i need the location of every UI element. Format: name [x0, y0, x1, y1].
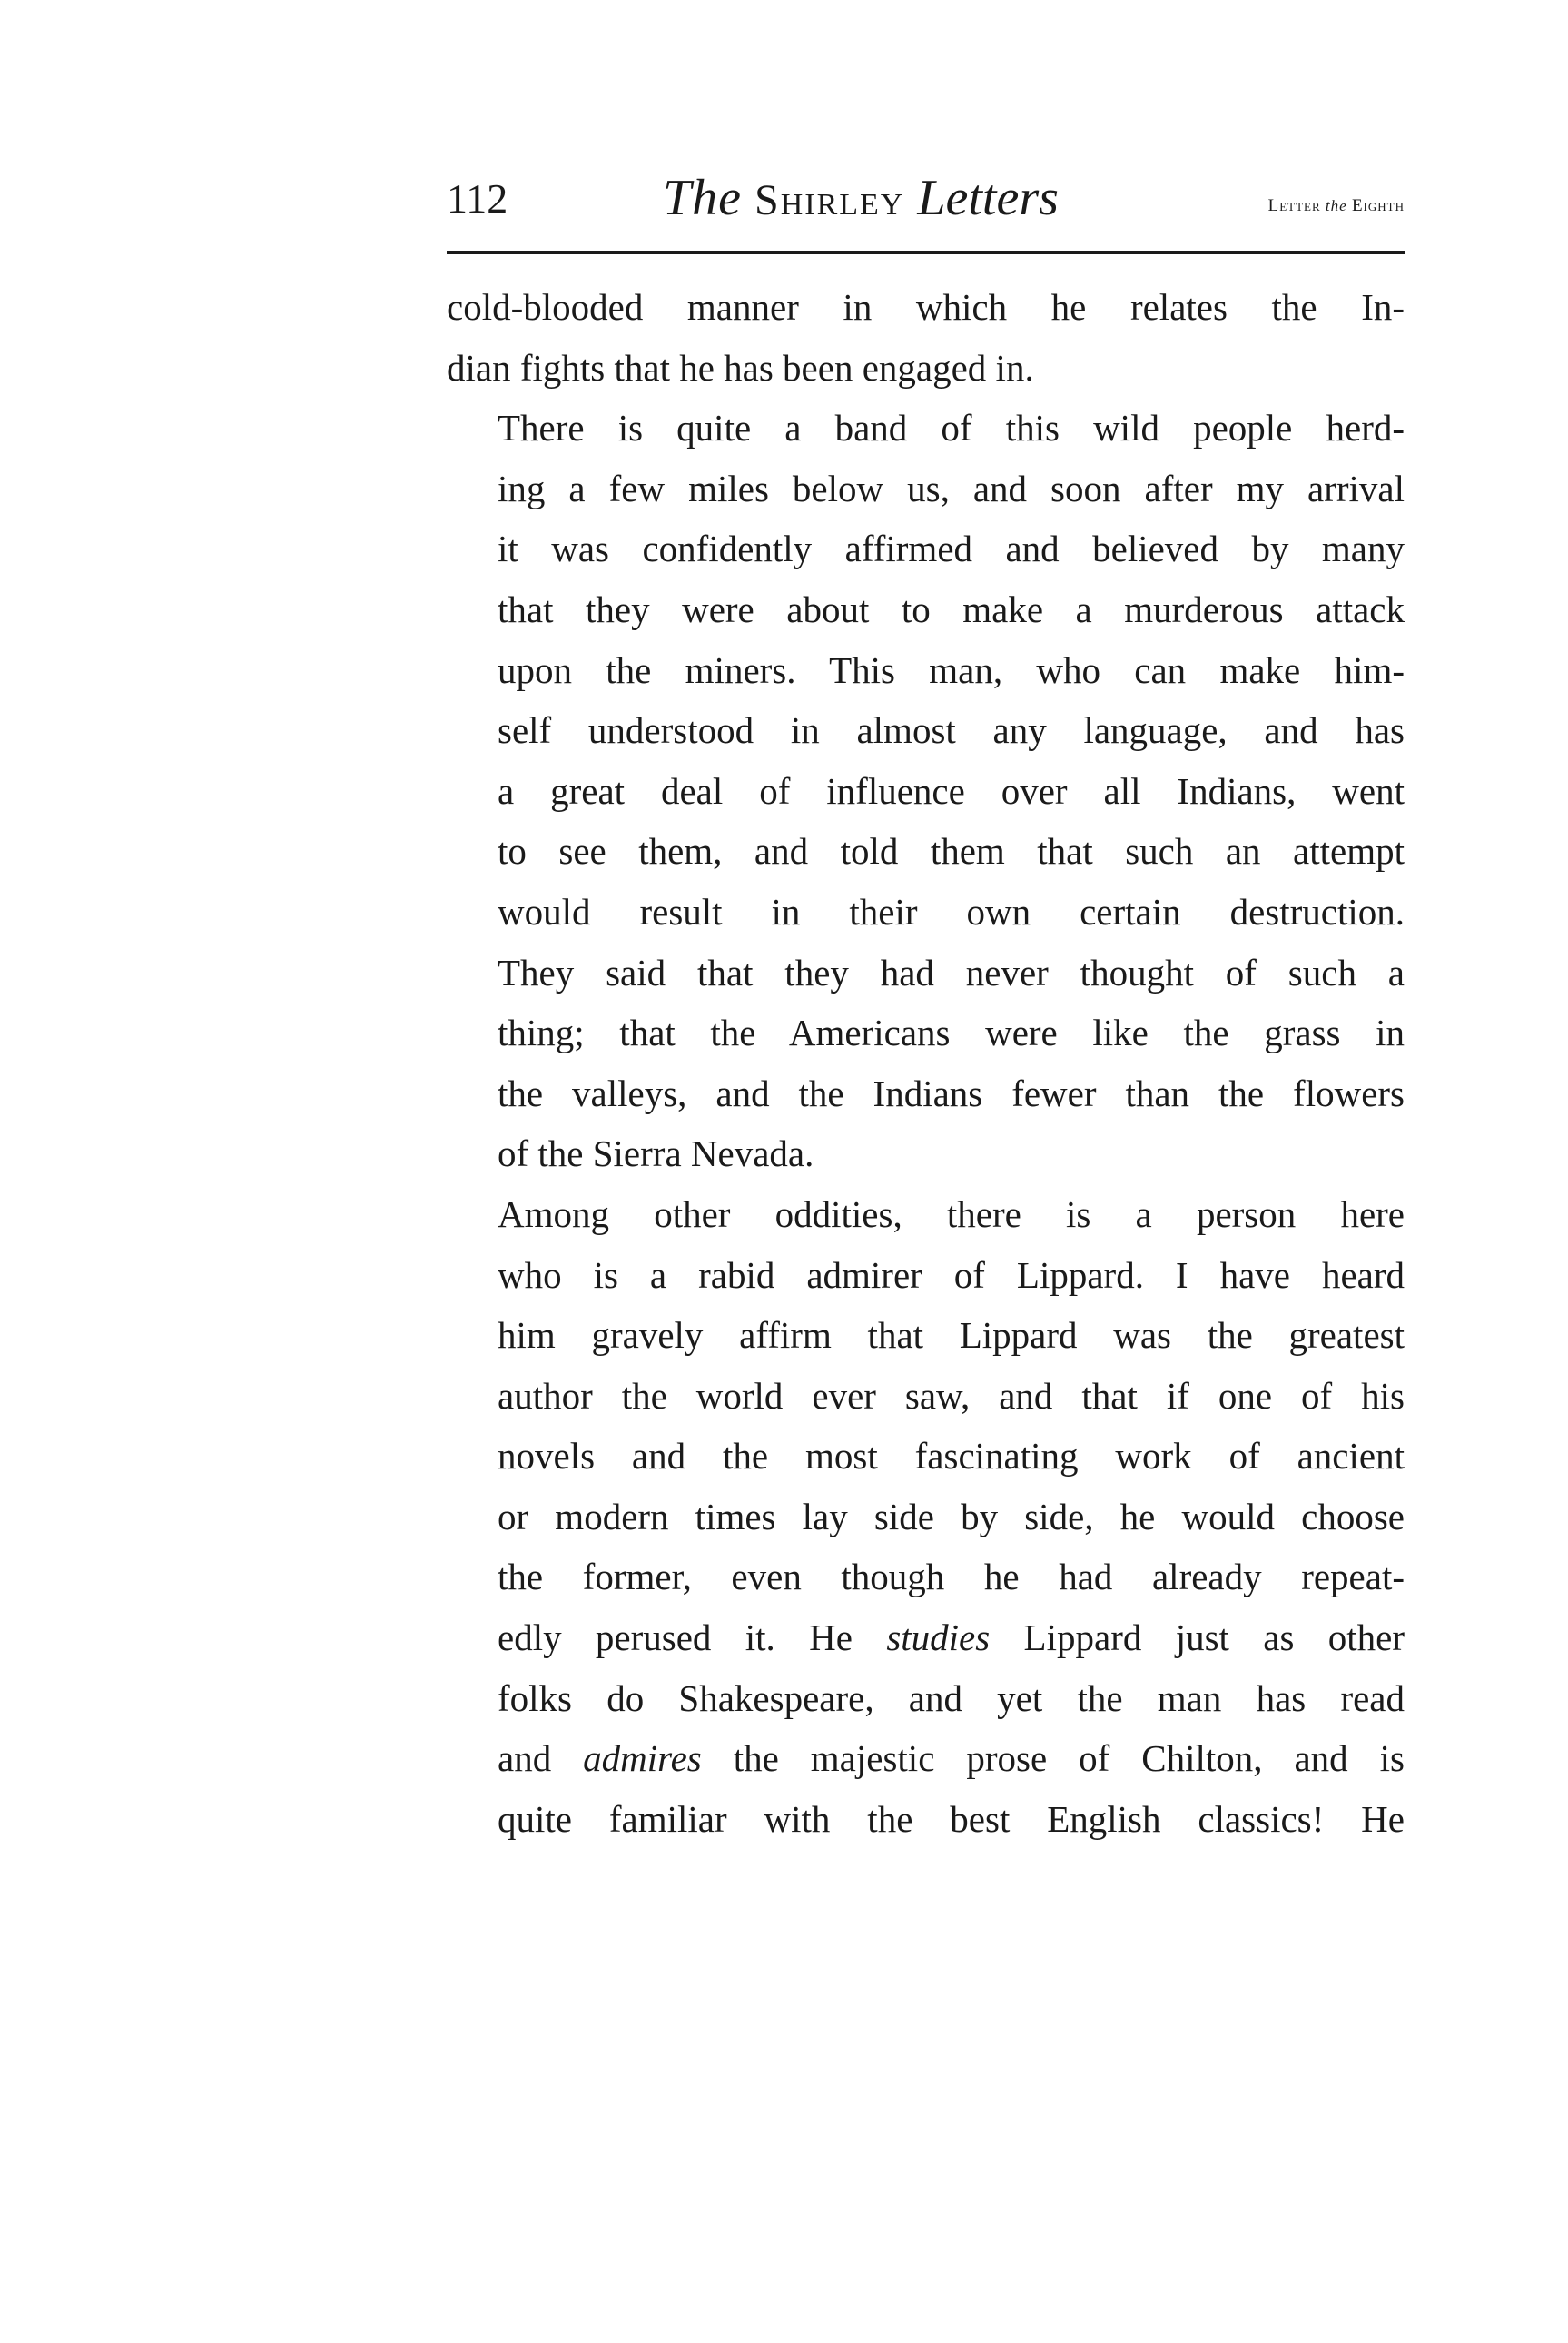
- text-line: the valleys, and the Indians fewer than the flowers: [498, 1072, 1405, 1114]
- italic-word: studies: [886, 1616, 991, 1659]
- header-rule: [447, 251, 1405, 254]
- text-run: and: [498, 1737, 584, 1780]
- text-line: quite familiar with the best English classics! He: [498, 1797, 1405, 1840]
- title-the: The: [663, 170, 742, 226]
- text-line: novels and the most fascinating work of ancient: [498, 1435, 1405, 1478]
- text-line: folks do Shakespeare, and yet the man has read: [498, 1676, 1405, 1719]
- text-run: edly perused it. He: [498, 1616, 887, 1659]
- text-line: Among other oddities, there is a person here: [498, 1192, 1405, 1235]
- text-line: the former, even though he had already repeat-: [498, 1556, 1405, 1598]
- text-line: They said that they had never thought of such a: [498, 951, 1405, 994]
- text-line: upon the miners. This man, who can make him-: [498, 648, 1405, 691]
- text-run: the majestic prose of Chilton, and is: [701, 1737, 1405, 1780]
- italic-word: admires: [583, 1737, 702, 1780]
- text-line: would result in their own certain destruction.: [498, 890, 1405, 933]
- title-letters: Letters: [917, 170, 1059, 226]
- text-line: dian fights that he has been engaged in.: [447, 346, 1034, 389]
- text-line: self understood in almost any language, and has: [498, 709, 1405, 752]
- text-line: him gravely affirm that Lippard was the greatest: [498, 1314, 1405, 1357]
- title-shirley: Shirley: [754, 176, 905, 224]
- text-line: There is quite a band of this wild people herd-: [498, 407, 1405, 450]
- text-line: of the Sierra Nevada.: [498, 1132, 814, 1175]
- text-line: ing a few miles below us, and soon after my arrival: [498, 467, 1405, 509]
- section-the: the: [1325, 197, 1347, 214]
- text-line: thing; that the Americans were like the grass in: [498, 1012, 1405, 1054]
- book-title: [663, 169, 1059, 227]
- text-line: to see them, and told them that such an attempt: [498, 830, 1405, 873]
- text-line: that they were about to make a murderous attack: [498, 588, 1405, 630]
- paragraph-3: [447, 1184, 1405, 1850]
- page-number: 112: [447, 175, 508, 222]
- text-run: Lippard just as other: [990, 1616, 1405, 1659]
- text-line: cold-blooded manner in which he relates the In-: [447, 286, 1405, 328]
- paragraph-2: [447, 398, 1405, 1184]
- text-line: or modern times lay side by side, he would choose: [498, 1495, 1405, 1537]
- text-line: it was confidently affirmed and believed by many: [498, 528, 1405, 570]
- text-line: a great deal of influence over all Indians, went: [498, 769, 1405, 812]
- section-letter: Letter: [1267, 196, 1321, 215]
- text-line: [447, 1607, 1405, 1668]
- text-line: author the world ever saw, and that if one of his: [498, 1374, 1405, 1417]
- paragraph-1: [447, 277, 1405, 398]
- section-eighth: Eighth: [1351, 196, 1405, 215]
- running-head: [447, 169, 1405, 232]
- text-line: who is a rabid admirer of Lippard. I have heard: [498, 1253, 1405, 1296]
- body-text: [447, 277, 1405, 1849]
- text-line: [447, 1728, 1405, 1789]
- section-label: [1268, 196, 1405, 216]
